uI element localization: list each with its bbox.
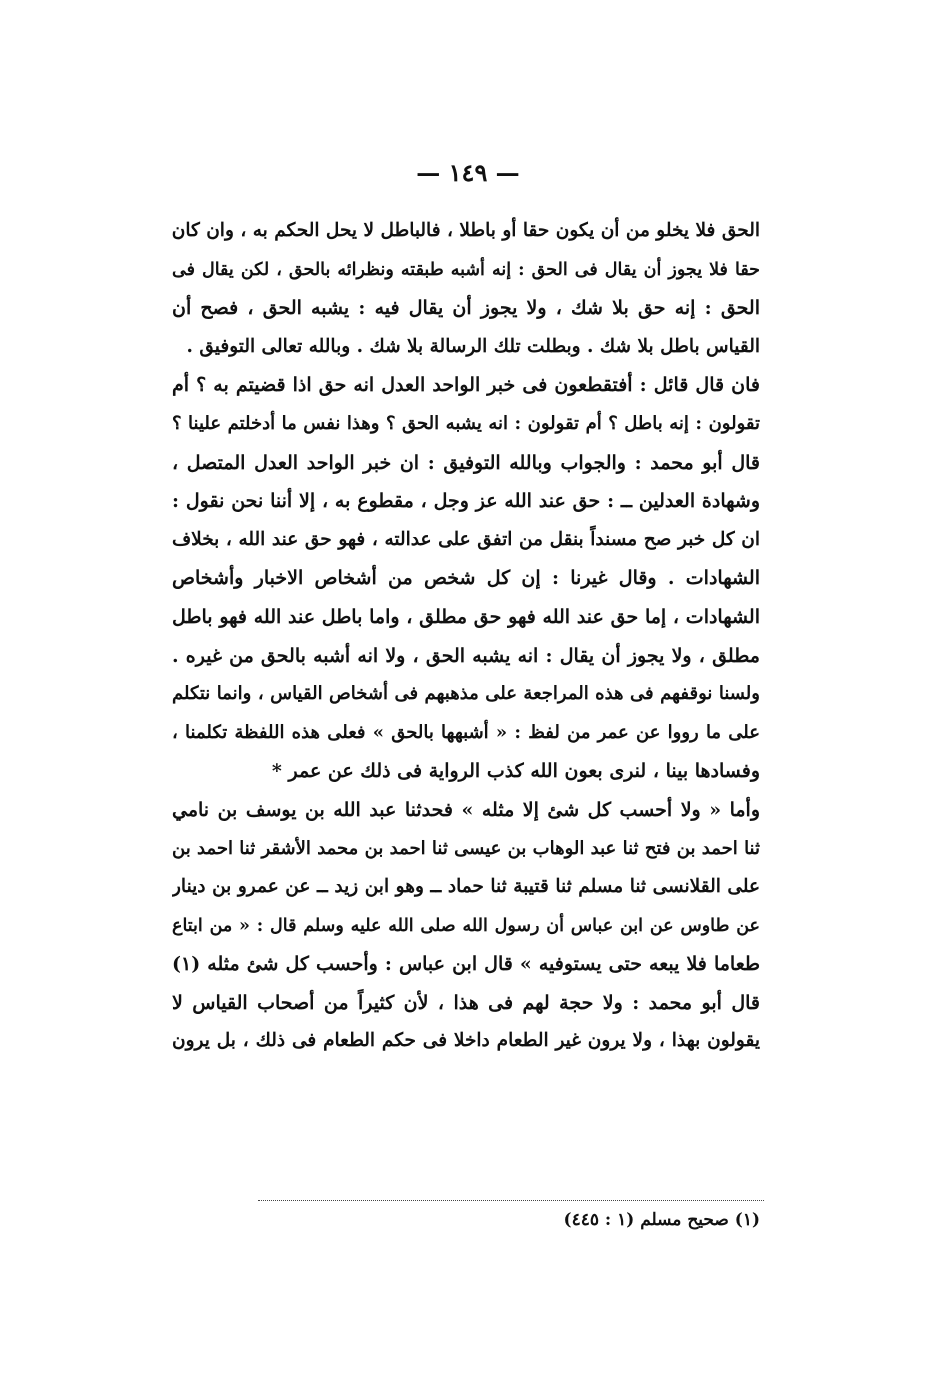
text-line: فان قال قائل : أفتقطعون فى خبر الواحد العدل انه حق اذا قضيتم به ؟ أم: [172, 374, 760, 397]
text-line: تقولون : إنه باطل ؟ أم تقولون : انه يشبه الحق ؟ وهذا نفس ما أدخلتم علينا ؟: [172, 412, 760, 434]
text-line: ثنا احمد بن فتح ثنا عبد الوهاب بن عيسى ثنا احمد بن محمد الأشقر ثنا احمد بن: [172, 837, 760, 859]
text-line: يقولون بهذا ، ولا يرون غير الطعام داخلا فى حكم الطعام فى ذلك ، بل يرون: [172, 1030, 760, 1052]
text-line: على القلانسى ثنا مسلم ثنا قتيبة ثنا حماد ــ وهو ابن زيد ــ عن عمرو بن دينار: [172, 876, 760, 898]
text-line: مطلق ، ولا يجوز أن يقال : انه يشبه الحق ، ولا انه أشبه بالحق من غيره .: [172, 644, 760, 667]
text-line: وشهادة العدلين ــ : حق عند الله عز وجل ، مقطوع به ، إلا أننا نحن نقول :: [172, 490, 760, 513]
text-line: قال أبو محمد : والجواب وبالله التوفيق : ان خبر الواحد العدل المتصل ،: [172, 451, 760, 474]
text-line: ولسنا نوقفهم فى هذه المراجعة على مذهبهم فى أشخاص القياس ، وانما نتكلم: [172, 683, 760, 705]
footnote: (١) صحيح مسلم (١ : ٤٤٥): [563, 1210, 760, 1230]
text-line: الحق : إنه حق بلا شك ، ولا يجوز أن يقال فيه : يشبه الحق ، فصح أن: [172, 297, 760, 320]
footnote-divider: [258, 1200, 764, 1201]
text-line: وفسادها بينا ، لنرى بعون الله كذب الرواية فى ذلك عن عمر *: [271, 760, 760, 783]
body-text: [172, 212, 760, 1061]
text-line: الشهادات . وقال غيرنا : إن كل شخص من أشخاص الاخبار وأشخاص: [172, 567, 760, 590]
text-line: عن طاوس عن ابن عباس أن رسول الله صلى الله عليه وسلم قال : « من ابتاع: [172, 915, 760, 936]
text-line: على ما رووا عن عمر من لفظ : « أشبهها بالحق » فعلى هذه اللفظة تكلمنا ،: [172, 721, 760, 743]
text-line: حقا فلا يجوز أن يقال فى الحق : إنه أشبه طبقته ونظرائه بالحق ، لكن يقال فى: [172, 259, 760, 280]
text-line: الحق فلا يخلو من أن يكون حقا أو باطلا ، فالباطل لا يحل الحكم به ، وان كان: [172, 220, 760, 241]
text-line: طعاما فلا يبعه حتى يستوفيه » قال ابن عباس : وأحسب كل شئ مثله (١): [172, 953, 760, 976]
text-line: ان كل خبر صح مسنداً بنقل من اتفق على عدالته ، فهو حق عند الله ، بخلاف: [172, 528, 760, 550]
page-number: — ١٤٩ —: [416, 158, 520, 187]
text-line: القياس باطل بلا شك . وبطلت تلك الرسالة بلا شك . وبالله تعالى التوفيق .: [186, 335, 760, 357]
text-line: وأما « ولا أحسب كل شئ إلا مثله » فحدثنا عبد الله بن يوسف بن نامي: [172, 798, 760, 821]
text-line: قال أبو محمد : ولا حجة لهم فى هذا ، لأن كثيراً من أصحاب القياس لا: [172, 991, 760, 1014]
text-line: الشهادات ، إما حق عند الله فهو حق مطلق ، واما باطل عند الله فهو باطل: [172, 605, 760, 628]
